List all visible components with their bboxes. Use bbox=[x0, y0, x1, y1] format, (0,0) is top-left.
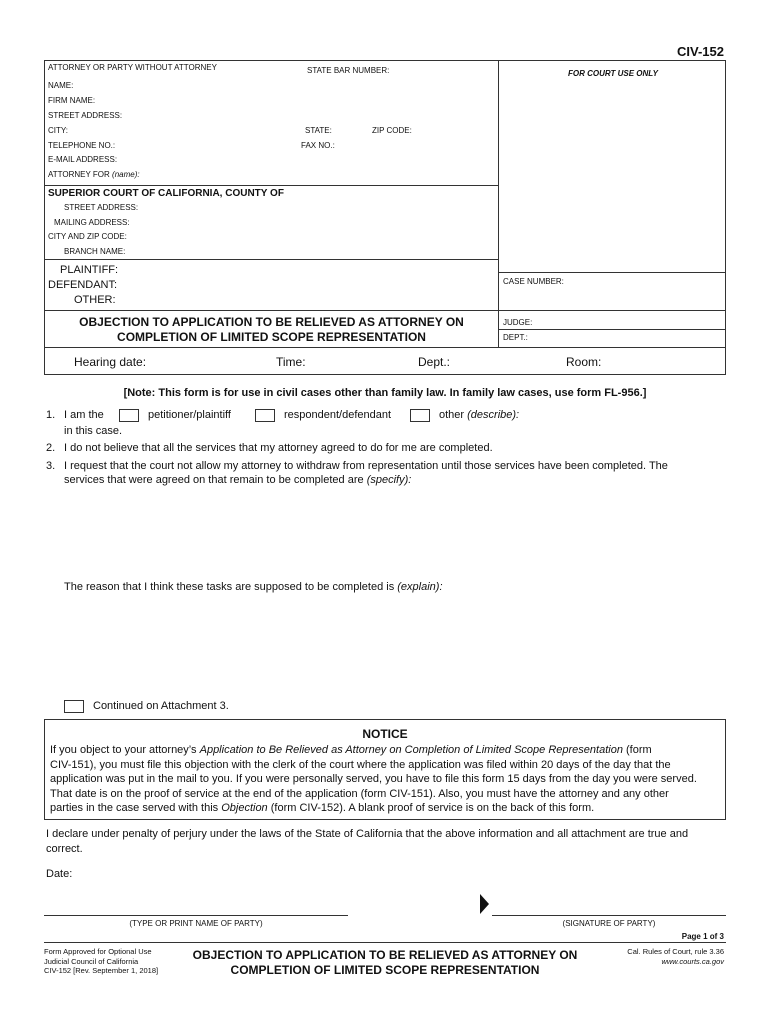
name-line[interactable] bbox=[44, 915, 348, 916]
hearing-box bbox=[44, 347, 726, 375]
court-use-box bbox=[498, 60, 726, 273]
footer-left: Form Approved for Optional Use Judicial Council of California CIV-152 [Rev. September 1, 2018] bbox=[44, 947, 159, 975]
name-label: NAME: bbox=[48, 81, 74, 90]
respondent-label: respondent/defendant bbox=[284, 409, 392, 421]
other-option-label: other (describe): bbox=[439, 409, 520, 421]
court-title: SUPERIOR COURT OF CALIFORNIA, COUNTY OF bbox=[48, 188, 284, 199]
continued-checkbox[interactable] bbox=[64, 700, 84, 713]
attorney-for-label: ATTORNEY FOR (name): bbox=[48, 170, 140, 179]
item3-number: 3. bbox=[46, 460, 56, 472]
hearing-time-label: Time: bbox=[276, 355, 306, 369]
defendant-label: DEFENDANT: bbox=[48, 279, 118, 291]
item2-text: I do not believe that all the services that my attorney agreed to do for me are completed. bbox=[64, 442, 493, 454]
signature-line[interactable] bbox=[492, 915, 726, 916]
court-city-label: CITY AND ZIP CODE: bbox=[48, 232, 127, 241]
declaration-line1: I declare under penalty of perjury under the laws of the State of California that the above information and all attachment are true and bbox=[46, 828, 689, 840]
footer-right: Cal. Rules of Court, rule 3.36 www.courts.ca.gov bbox=[627, 947, 724, 966]
signature-caption: (SIGNATURE OF PARTY) bbox=[562, 919, 656, 928]
item2-number: 2. bbox=[46, 442, 56, 454]
reason-field[interactable] bbox=[64, 597, 724, 692]
street-label: STREET ADDRESS: bbox=[48, 111, 123, 120]
city-label: CITY: bbox=[48, 126, 69, 135]
page-number: Page 1 of 3 bbox=[681, 932, 724, 941]
court-street-label: STREET ADDRESS: bbox=[64, 203, 139, 212]
services-field[interactable] bbox=[64, 490, 724, 576]
item3-text-line1: I request that the court not allow my attorney to withdraw from representation until those services have been completed. The bbox=[64, 460, 668, 472]
court-mailing-label: MAILING ADDRESS: bbox=[54, 218, 130, 227]
fax-label: FAX NO.: bbox=[301, 141, 335, 150]
item1-text: I am the bbox=[64, 409, 104, 421]
petitioner-label: petitioner/plaintiff bbox=[148, 409, 231, 421]
hearing-date-label: Hearing date: bbox=[74, 355, 147, 369]
item1-number: 1. bbox=[46, 409, 56, 421]
respondent-checkbox[interactable] bbox=[255, 409, 275, 422]
form-id: CIV-152 bbox=[677, 44, 724, 59]
date-label: Date: bbox=[46, 868, 73, 880]
item1-continuation: in this case. bbox=[64, 425, 123, 437]
zip-label: ZIP CODE: bbox=[372, 126, 412, 135]
item3-text-line2: services that were agreed on that remain to be completed are (specify): bbox=[64, 474, 412, 486]
firm-label: FIRM NAME: bbox=[48, 96, 96, 105]
attorney-label: ATTORNEY OR PARTY WITHOUT ATTORNEY bbox=[48, 63, 217, 72]
other-label: OTHER: bbox=[74, 294, 116, 306]
footer-title: OBJECTION TO APPLICATION TO BE RELIEVED AS ATTORNEY ON COMPLETION OF LIMITED SCOPE REPRESENTATION bbox=[192, 948, 578, 977]
plaintiff-label: PLAINTIFF: bbox=[60, 264, 119, 276]
signature-arrow-icon bbox=[480, 894, 489, 914]
hearing-room-label: Room: bbox=[566, 355, 602, 369]
judge-label: JUDGE: bbox=[503, 318, 533, 327]
attorney-box bbox=[44, 60, 499, 186]
name-caption: (TYPE OR PRINT NAME OF PARTY) bbox=[129, 919, 263, 928]
petitioner-checkbox[interactable] bbox=[119, 409, 139, 422]
other-checkbox[interactable] bbox=[410, 409, 430, 422]
continued-label: Continued on Attachment 3. bbox=[93, 700, 229, 712]
notice-text: If you object to your attorney’s Application to Be Relieved as Attorney on Completion of Limited Scope Representation (form CIV-151), you must file this objection with the clerk of the court where the application was filed within 20 days of the day that the application was put in the mail to you. If you were personally served, you have to file this form 15 days from the day you were served. That date is on the proof of service at the end of the application (form CIV-151). Also, you must have the attorney and any other parties in the case served with this Objection (form CIV-152). A blank proof of service is on the back of this form. bbox=[50, 744, 697, 814]
reason-text: The reason that I think these tasks are supposed to be completed is (explain): bbox=[64, 581, 443, 593]
hearing-dept-label: Dept.: bbox=[418, 355, 451, 369]
court-branch-label: BRANCH NAME: bbox=[64, 247, 126, 256]
email-label: E-MAIL ADDRESS: bbox=[48, 155, 118, 164]
phone-label: TELEPHONE NO.: bbox=[48, 141, 116, 150]
note: [Note: This form is for use in civil cases other than family law. In family law cases, use form FL-956.] bbox=[123, 387, 647, 399]
declaration-line2: correct. bbox=[46, 843, 83, 855]
state-label: STATE: bbox=[305, 126, 332, 135]
notice-heading: NOTICE bbox=[362, 727, 408, 741]
court-use-label: FOR COURT USE ONLY bbox=[568, 69, 658, 78]
case-number-label: CASE NUMBER: bbox=[503, 277, 564, 286]
dept-label: DEPT.: bbox=[503, 333, 528, 342]
form-title: OBJECTION TO APPLICATION TO BE RELIEVED AS ATTORNEY ON COMPLETION OF LIMITED SCOPE REPRESENTATION bbox=[79, 315, 464, 344]
state-bar-label: STATE BAR NUMBER: bbox=[307, 66, 390, 75]
